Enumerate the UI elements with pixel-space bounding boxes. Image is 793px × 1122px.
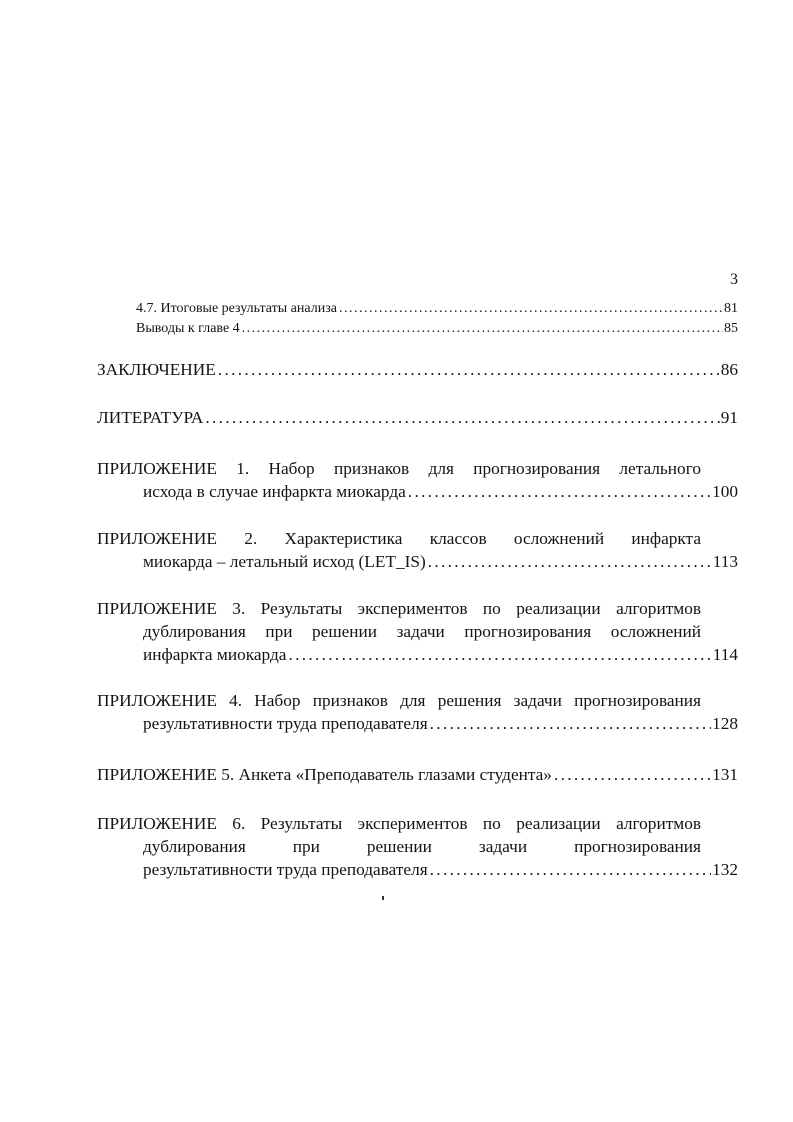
toc-entry-appendix-5 — [97, 763, 738, 786]
toc-entry-chapter-4-conclusions — [136, 320, 738, 338]
toc-entry-appendix-4 — [97, 689, 738, 735]
dot-leader — [218, 358, 720, 381]
toc-entry-title-line-2: дублирования при решении задачи прогнозирования осложнений — [143, 622, 701, 641]
toc-entry-section-4-7 — [136, 300, 738, 318]
toc-entry-title-line-1: ПРИЛОЖЕНИЕ 1. Набор признаков для прогнозирования летального — [97, 459, 701, 478]
scan-speck — [382, 896, 384, 900]
dot-leader — [428, 550, 712, 573]
toc-entry-title: ПРИЛОЖЕНИЕ 5. Анкета «Преподаватель глазами студента» — [97, 765, 552, 784]
toc-entry-title-line-3: инфаркта миокарда — [143, 645, 287, 664]
dot-leader — [430, 858, 711, 881]
toc-entry-title: Выводы к главе 4 — [136, 321, 240, 336]
toc-entry-title: ЗАКЛЮЧЕНИЕ — [97, 360, 216, 379]
toc-entry-appendix-3 — [97, 597, 738, 666]
toc-entry-title-line-2: дублирования при решении задачи прогнозирования — [143, 837, 701, 856]
toc-entry-title-line-2: результативности труда преподавателя — [143, 714, 428, 733]
toc-entry-appendix-2 — [97, 527, 738, 573]
dot-leader — [288, 643, 711, 666]
toc-entry-page: 128 — [712, 714, 738, 733]
toc-entry-title: ЛИТЕРАТУРА — [97, 408, 204, 427]
dot-leader — [408, 480, 711, 503]
toc-entry-title-line-1: ПРИЛОЖЕНИЕ 6. Результаты экспериментов по реализации алгоритмов — [97, 814, 701, 833]
dot-leader — [205, 406, 719, 429]
toc-entry-page: 132 — [712, 860, 738, 879]
dot-leader — [430, 712, 711, 735]
toc-entry-page: 86 — [720, 360, 738, 379]
toc-entry-page: 85 — [724, 321, 738, 336]
toc-entry-page: 81 — [724, 301, 738, 316]
toc-entry-appendix-1 — [97, 457, 738, 503]
toc-entry-page: 100 — [712, 482, 738, 501]
toc-entry-title-line-1: ПРИЛОЖЕНИЕ 3. Результаты экспериментов по реализации алгоритмов — [97, 599, 701, 618]
dot-leader — [339, 300, 723, 318]
toc-entry-title-line-3: результативности труда преподавателя — [143, 860, 428, 879]
toc-entry-page: 131 — [712, 765, 738, 784]
toc-entry-title-line-1: ПРИЛОЖЕНИЕ 2. Характеристика классов осложнений инфаркта — [97, 529, 701, 548]
toc-entry-title: 4.7. Итоговые результаты анализа — [136, 301, 337, 316]
toc-entry-literature — [97, 406, 738, 429]
toc-entry-title-line-2: исхода в случае инфаркта миокарда — [143, 482, 406, 501]
toc-entry-conclusion — [97, 358, 738, 381]
toc-entry-page: 91 — [720, 408, 738, 427]
dot-leader — [554, 763, 711, 786]
toc-entry-page: 114 — [712, 645, 738, 664]
toc-entry-title-line-2: миокарда – летальный исход (LET_IS) — [143, 552, 426, 571]
toc-entry-title-line-1: ПРИЛОЖЕНИЕ 4. Набор признаков для решения задачи прогнозирования — [97, 691, 701, 710]
toc-entry-page: 113 — [712, 552, 738, 571]
dot-leader — [242, 320, 723, 338]
toc-entry-appendix-6 — [97, 812, 738, 881]
page-number: 3 — [730, 271, 738, 288]
